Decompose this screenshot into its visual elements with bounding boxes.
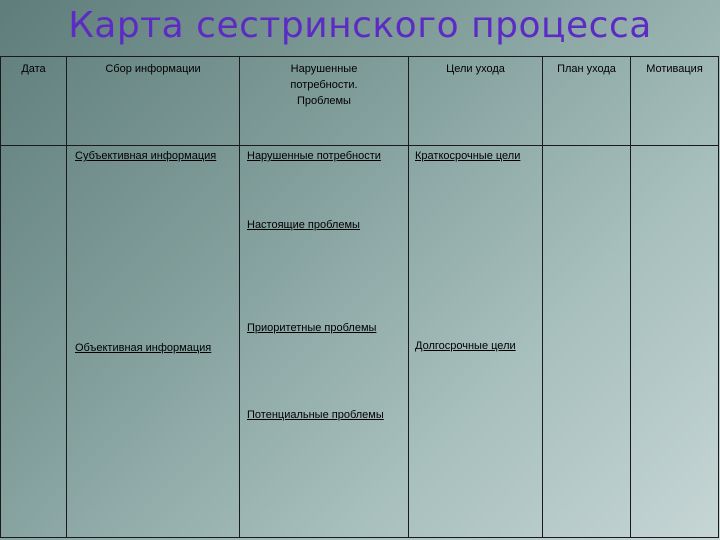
col-header-info: Сбор информации	[67, 57, 240, 146]
goals-cell	[409, 146, 543, 538]
priority-problems-label: Приоритетные проблемы	[247, 322, 377, 334]
subjective-info-label: Субъективная информация	[75, 150, 217, 162]
plan-cell	[543, 146, 631, 538]
long-term-goals-label: Долгосрочные цели	[415, 340, 516, 352]
potential-problems-label: Потенциальные проблемы	[247, 409, 384, 421]
col-header-plan: План ухода	[543, 57, 631, 146]
nursing-process-table	[0, 56, 719, 538]
needs-cell	[240, 146, 409, 538]
header-row	[1, 57, 719, 146]
col-header-needs-line3: Проблемы	[297, 95, 351, 107]
current-problems-label: Настоящие проблемы	[247, 219, 360, 231]
col-header-goals: Цели ухода	[409, 57, 543, 146]
page-title: Карта сестринского процесса	[68, 5, 652, 46]
info-cell	[67, 146, 240, 538]
body-row	[1, 146, 719, 538]
objective-info-label: Объективная информация	[75, 342, 212, 354]
col-header-needs-line1: Нарушенные	[290, 63, 358, 75]
violated-needs-label: Нарушенные потребности	[247, 150, 381, 162]
date-cell	[1, 146, 67, 538]
col-header-needs-line2: потребности.	[290, 79, 358, 91]
col-header-motivation: Мотивация	[631, 57, 719, 146]
short-term-goals-label: Краткосрочные цели	[415, 150, 521, 162]
motivation-cell	[631, 146, 719, 538]
col-header-needs	[240, 57, 409, 146]
col-header-date: Дата	[1, 57, 67, 146]
